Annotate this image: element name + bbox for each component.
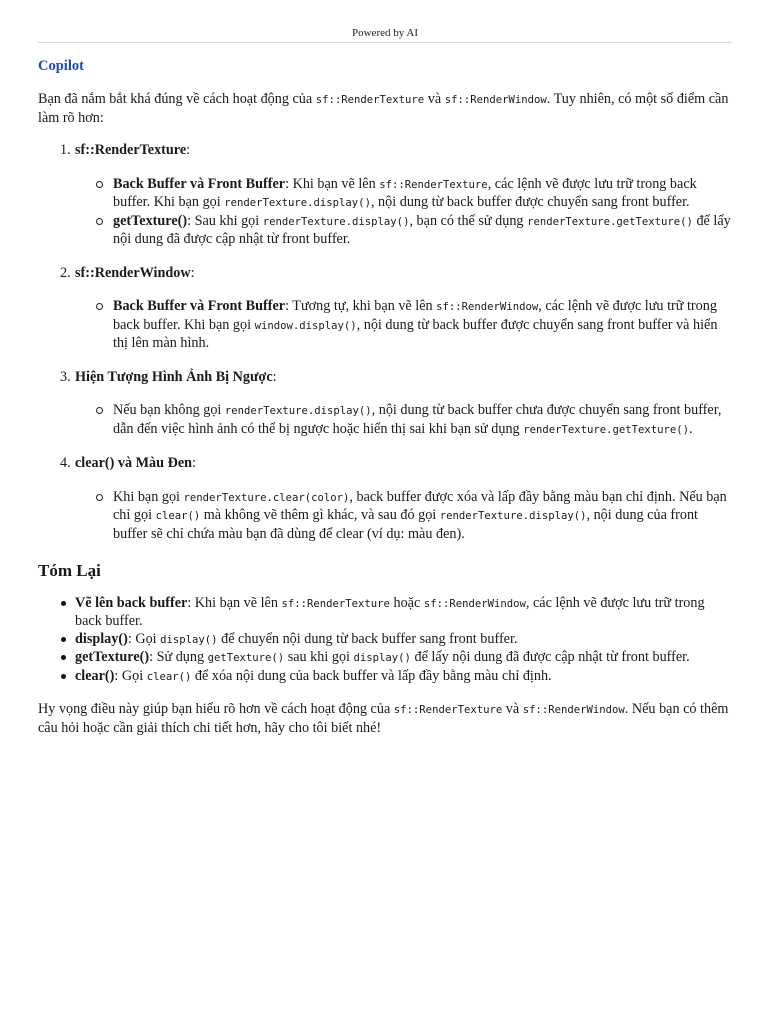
sub-list [38,489,734,544]
inline-code: sf::RenderTexture [281,597,390,610]
circle-bullet-icon [96,303,103,310]
section-title: clear() và Màu Đen [75,455,193,471]
section-number: 3. [60,368,71,385]
sender-name: Copilot [38,58,84,74]
inline-code: clear() [155,510,201,522]
bullet-icon [61,655,66,660]
list-item: Khi bạn gọi renderTexture.clear(color), back buffer được xóa và lấp đầy bằng màu bạn chỉ định. Nếu bạn chỉ gọi clear() mà không vẽ thêm gì khác, và sau đó gọi renderTexture.display(), nội dung của front buffer sẽ chỉ chứa màu bạn đã dùng để clear (ví dụ: màu đen). [113,489,734,544]
list-item: Nếu bạn không gọi renderTexture.display(), nội dung từ back buffer chưa được chuyển sang front buffer, dẫn đến việc hình ảnh có thể bị ngược hoặc hiển thị sai khi bạn sử dụng renderTexture.getTexture(). [113,402,734,439]
inline-code: sf::RenderWindow [423,597,526,610]
summary-list [38,595,734,687]
section-title: Hiện Tượng Hình Ảnh Bị Ngược [75,368,273,385]
inline-code: sf::RenderTexture [379,178,488,191]
summary-heading: Tóm Lại [38,561,101,580]
inline-code: sf::RenderWindow [522,704,625,716]
circle-bullet-icon [96,181,103,188]
inline-code: renderTexture.getTexture() [523,423,690,436]
circle-bullet-icon [96,494,103,501]
section-title: sf::RenderTexture [75,142,187,158]
inline-code: window.display() [254,319,357,332]
list-item: Back Buffer và Front Buffer: Tương tự, khi bạn vẽ lên sf::RenderWindow, các lệnh vẽ được lưu trữ trong back buffer. Khi bạn gọi window.display(), nội dung từ back buffer được chuyển sang front buffer và hiển thị lên màn hình. [113,298,734,353]
bullet-icon [61,637,66,642]
list-item: getTexture(): Sau khi gọi renderTexture.display(), bạn có thể sử dụng renderTexture.getTexture() để lấy nội dung đã được cập nhật từ front buffer. [113,213,734,249]
section-number: 1. [60,142,71,158]
inline-code: getTexture() [207,652,285,664]
inline-code: renderTexture.getTexture() [527,215,693,228]
message-body [38,91,734,737]
inline-code: renderTexture.display() [224,405,372,417]
inline-code: sf::RenderTexture [315,94,425,106]
sub-list [38,402,734,439]
inline-code: renderTexture.display() [262,215,410,228]
circle-bullet-icon [96,407,103,414]
section-render-window: 2. sf::RenderWindow: Back Buffer và Front Buffer: Tương tự, khi bạn vẽ lên sf::RenderWindow, các lệnh vẽ được lưu trữ trong back buffer. Khi bạn gọi window.display(), nội dung từ back buffer được chuyển sang front buffer và hiển thị lên màn hình. [38,265,734,353]
inline-code: display() [160,633,218,646]
bullet-icon [61,601,66,606]
list-item: clear(): Gọi clear() để xóa nội dung của back buffer và lấp đầy bằng màu chỉ định. [75,668,734,687]
section-inverted-image: 3. Hiện Tượng Hình Ảnh Bị Ngược: Nếu bạn không gọi renderTexture.display(), nội dung từ back buffer chưa được chuyển sang front buffer, dẫn đến việc hình ảnh có thể bị ngược hoặc hiển thị sai khi bạn sử dụng renderTexture.getTexture(). [38,369,734,440]
inline-code: clear() [146,670,192,683]
intro-paragraph: Bạn đã nắm bắt khá đúng về cách hoạt động của sf::RenderTexture và sf::RenderWindow. Tuy nhiên, có một số điểm cần làm rõ hơn: [38,91,729,126]
section-clear-black: 4. clear() và Màu Đen: Khi bạn gọi renderTexture.clear(color), back buffer được xóa và lấp đầy bằng màu bạn chỉ định. Nếu bạn chỉ gọi clear() mà không vẽ thêm gì khác, và sau đó gọi renderTexture.display(), nội dung của front buffer sẽ chỉ chứa màu bạn đã dùng để clear (ví dụ: màu đen). [38,455,734,543]
powered-by-label: Powered by AI [352,27,418,39]
sub-list [38,298,734,353]
list-item: display(): Gọi display() để chuyển nội dung từ back buffer sang front buffer. [75,631,734,650]
section-number: 4. [60,455,71,471]
section-title: sf::RenderWindow [75,264,191,281]
inline-code: display() [353,652,411,664]
numbered-list [38,142,734,543]
inline-code: renderTexture.display() [439,510,587,522]
inline-code: renderTexture.display() [224,197,371,209]
closing-paragraph: Hy vọng điều này giúp bạn hiểu rõ hơn về cách hoạt động của sf::RenderTexture và sf::RenderWindow. Nếu bạn có thêm câu hỏi hoặc cần giải thích chi tiết hơn, hãy cho tôi biết nhé! [38,701,729,736]
circle-bullet-icon [96,218,103,225]
inline-code: sf::RenderTexture [393,704,503,716]
list-item: Vẽ lên back buffer: Khi bạn vẽ lên sf::RenderTexture hoặc sf::RenderWindow, các lệnh vẽ được lưu trữ trong back buffer. [75,595,734,631]
list-item: getTexture(): Sử dụng getTexture() sau khi gọi display() để lấy nội dung đã được cập nhật từ front buffer. [75,649,734,668]
bullet-icon [61,674,66,679]
inline-code: sf::RenderWindow [444,94,547,106]
header-divider [38,42,732,43]
inline-code: sf::RenderWindow [436,301,539,313]
list-item: Back Buffer và Front Buffer: Khi bạn vẽ lên sf::RenderTexture, các lệnh vẽ được lưu trữ trong back buffer. Khi bạn gọi renderTexture.display(), nội dung từ back buffer được chuyển sang front buffer. [113,176,734,213]
section-number: 2. [60,264,71,281]
inline-code: renderTexture.clear(color) [183,491,350,504]
sub-list [38,176,734,249]
section-render-texture: 1. sf::RenderTexture: Back Buffer và Front Buffer: Khi bạn vẽ lên sf::RenderTexture, các lệnh vẽ được lưu trữ trong back buffer. Khi bạn gọi renderTexture.display(), nội dung từ back buffer được chuyển sang front buffer. getTexture(): Sau khi gọi renderTexture.display(), bạn có thể sử dụng renderTexture.getTexture() để lấy nội dung đã được cập nhật từ front buffer. [38,142,734,249]
